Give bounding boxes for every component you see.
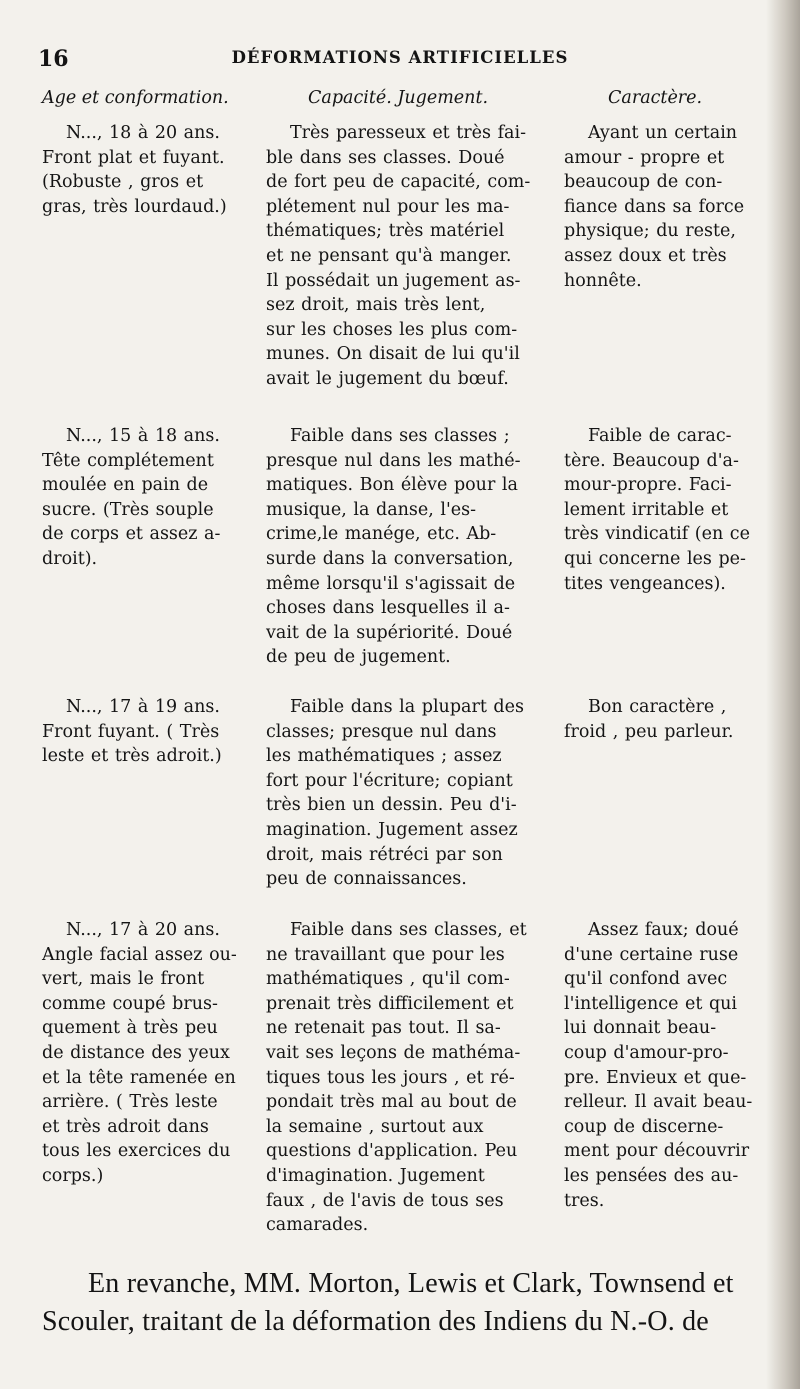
cell-line: physique; du reste, xyxy=(564,221,736,242)
cell-line: tère. Beaucoup d'a- xyxy=(564,450,739,471)
cell-line: sucre. (Très souple xyxy=(42,499,214,520)
cell-line: mathématiques , qu'il com- xyxy=(266,969,510,990)
cell-character xyxy=(564,918,756,1213)
table-header xyxy=(0,88,800,114)
running-title: DÉFORMATIONS ARTIFICIELLES xyxy=(231,48,569,67)
cell-line: ne travaillant que pour les xyxy=(266,944,505,965)
cell-line: d'une certaine ruse xyxy=(564,944,739,965)
cell-age xyxy=(42,695,246,769)
cell-line: N..., 17 à 20 ans. xyxy=(66,920,220,940)
cell-line: leste et très adroit.) xyxy=(42,746,222,767)
cell-line: même lorsqu'il s'agissait de xyxy=(266,573,516,594)
cell-line: et très adroit dans xyxy=(42,1116,209,1137)
paragraph-line: Scouler, traitant de la déformation des Indiens du N.-O. de xyxy=(42,1306,709,1337)
cell-line: vait de la supériorité. Doué xyxy=(266,622,513,643)
cell-line: beaucoup de con- xyxy=(564,172,723,193)
cell-line: arrière. ( Très leste xyxy=(42,1092,218,1113)
cell-line: Assez faux; doué xyxy=(588,920,739,940)
cell-line: lui donnait beau- xyxy=(564,1018,717,1039)
cell-line: questions d'application. Peu xyxy=(266,1141,518,1162)
cell-line: magination. Jugement assez xyxy=(266,819,518,840)
cell-line: et ne pensant qu'à manger. xyxy=(266,245,512,266)
cell-line: ment pour découvrir xyxy=(564,1141,750,1162)
cell-line: Bon caractère , xyxy=(588,697,727,717)
cell-capacity xyxy=(266,695,544,892)
cell-line: de corps et assez a- xyxy=(42,524,221,545)
cell-line: crime,le manége, etc. Ab- xyxy=(266,524,497,545)
running-head xyxy=(0,46,800,76)
cell-line: gras, très lourdaud.) xyxy=(42,196,227,217)
cell-line: N..., 15 à 18 ans. xyxy=(66,426,220,446)
cell-line: presque nul dans les mathé- xyxy=(266,450,521,471)
cell-line: la semaine , surtout aux xyxy=(266,1116,484,1137)
cell-line: sur les choses les plus com- xyxy=(266,319,518,340)
cell-line: quement à très peu xyxy=(42,1018,218,1039)
cell-capacity xyxy=(266,121,544,392)
cell-line: qui concerne les pe- xyxy=(564,548,746,569)
cell-line: corps.) xyxy=(42,1165,104,1186)
cell-line: assez doux et très xyxy=(564,245,727,266)
cell-line: sez droit, mais très lent, xyxy=(266,295,486,316)
cell-capacity xyxy=(266,424,544,670)
column-header-character: Caractère. xyxy=(608,88,703,108)
cell-line: Ayant un certain xyxy=(588,123,738,143)
cell-line: Tête complétement xyxy=(42,450,214,471)
cell-line: droit, mais rétréci par son xyxy=(266,844,503,865)
cell-line: N..., 18 à 20 ans. xyxy=(66,123,220,143)
cell-line: camarades. xyxy=(266,1215,369,1236)
cell-line: d'imagination. Jugement xyxy=(266,1165,485,1186)
cell-line: matiques. Bon élève pour la xyxy=(266,475,518,496)
cell-line: vert, mais le front xyxy=(42,969,205,990)
cell-line: froid , peu parleur. xyxy=(564,721,734,742)
page-number: 16 xyxy=(38,46,69,72)
cell-line: de fort peu de capacité, com- xyxy=(266,172,531,193)
cell-character xyxy=(564,121,756,293)
column-header-capacity: Capacité. Jugement. xyxy=(308,88,489,108)
cell-line: très vindicatif (en ce xyxy=(564,524,750,545)
cell-line: Angle facial assez ou- xyxy=(42,944,237,965)
cell-age xyxy=(42,121,246,219)
cell-line: amour - propre et xyxy=(564,147,725,168)
cell-line: vait ses leçons de mathéma- xyxy=(266,1042,521,1063)
cell-line: plétement nul pour les ma- xyxy=(266,196,510,217)
cell-line: coup d'amour-pro- xyxy=(564,1042,729,1063)
cell-line: très bien un dessin. Peu d'i- xyxy=(266,795,517,816)
cell-line: coup de discerne- xyxy=(564,1116,724,1137)
cell-line: honnête. xyxy=(564,270,642,291)
cell-line: classes; presque nul dans xyxy=(266,721,497,742)
cell-line: (Robuste , gros et xyxy=(42,172,204,193)
cell-line: fiance dans sa force xyxy=(564,196,745,217)
cell-line: droit). xyxy=(42,548,98,569)
cell-line: munes. On disait de lui qu'il xyxy=(266,344,520,365)
cell-character xyxy=(564,695,756,744)
cell-line: choses dans lesquelles il a- xyxy=(266,598,510,619)
cell-line: prenait très difficilement et xyxy=(266,993,514,1014)
cell-capacity xyxy=(266,918,544,1238)
cell-line: avait le jugement du bœuf. xyxy=(266,368,509,389)
cell-line: les pensées des au- xyxy=(564,1165,739,1186)
cell-line: lement irritable et xyxy=(564,499,729,520)
cell-line: de distance des yeux xyxy=(42,1042,230,1063)
cell-age xyxy=(42,918,246,1189)
cell-line: tites vengeances). xyxy=(564,573,726,594)
cell-line: fort pour l'écriture; copiant xyxy=(266,770,513,791)
paragraph-line: En revanche, MM. Morton, Lewis et Clark, Townsend et xyxy=(88,1268,734,1299)
cell-line: mour-propre. Faci- xyxy=(564,475,732,496)
cell-line: tres. xyxy=(564,1190,605,1211)
cell-line: qu'il confond avec xyxy=(564,969,728,990)
cell-line: Très paresseux et très fai- xyxy=(290,123,526,143)
page-edge-shadow xyxy=(766,0,800,1389)
cell-line: thématiques; très matériel xyxy=(266,221,505,242)
cell-line: Faible dans la plupart des xyxy=(290,697,524,717)
cell-line: Faible dans ses classes ; xyxy=(290,426,510,446)
cell-line: ne retenait pas tout. Il sa- xyxy=(266,1018,501,1039)
cell-line: l'intelligence et qui xyxy=(564,993,738,1014)
column-header-age: Age et conformation. xyxy=(42,88,229,108)
cell-line: musique, la danse, l'es- xyxy=(266,499,477,520)
cell-line: et la tête ramenée en xyxy=(42,1067,236,1088)
cell-line: Front fuyant. ( Très xyxy=(42,721,220,742)
cell-line: surde dans la conversation, xyxy=(266,548,514,569)
cell-line: relleur. Il avait beau- xyxy=(564,1092,753,1113)
cell-line: Faible de carac- xyxy=(588,426,732,446)
cell-line: Faible dans ses classes, et xyxy=(290,920,527,940)
cell-line: peu de connaissances. xyxy=(266,869,467,890)
cell-line: comme coupé brus- xyxy=(42,993,218,1014)
cell-line: de peu de jugement. xyxy=(266,647,451,668)
cell-line: pre. Envieux et que- xyxy=(564,1067,747,1088)
cell-line: les mathématiques ; assez xyxy=(266,746,502,767)
cell-line: N..., 17 à 19 ans. xyxy=(66,697,220,717)
cell-line: Il possédait un jugement as- xyxy=(266,270,521,291)
cell-age xyxy=(42,424,246,572)
cell-line: pondait très mal au bout de xyxy=(266,1092,517,1113)
cell-line: tiques tous les jours , et ré- xyxy=(266,1067,515,1088)
cell-line: tous les exercices du xyxy=(42,1141,231,1162)
cell-line: moulée en pain de xyxy=(42,475,209,496)
cell-line: faux , de l'avis de tous ses xyxy=(266,1190,504,1211)
cell-line: Front plat et fuyant. xyxy=(42,147,225,168)
cell-line: ble dans ses classes. Doué xyxy=(266,147,505,168)
cell-character xyxy=(564,424,756,596)
